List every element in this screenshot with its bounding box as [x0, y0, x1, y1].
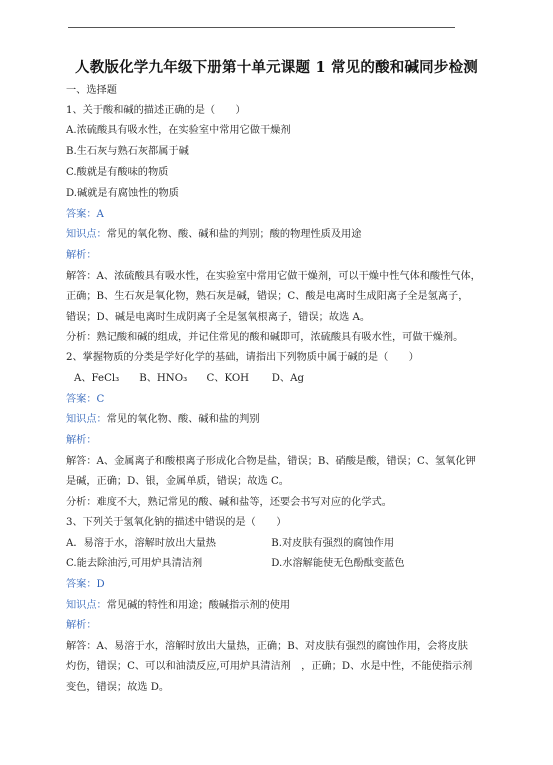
q2-option-b: B、HNO₃: [139, 373, 188, 384]
q3-option-b: B.对皮肤有强烈的腐蚀作用: [271, 538, 395, 549]
q1-solution-line-1: 解答：A、浓硫酸具有吸水性，在实验室中常用它做干燥剂，可以干燥中性气体和酸性气体，: [66, 271, 481, 282]
q3-answer: 答案：D: [66, 579, 105, 590]
q1-analysis-label: 解析：: [66, 250, 97, 261]
q1-option-a: A.浓硫酸具有吸水性，在实验室中常用它做干燥剂: [66, 125, 291, 136]
q1-stem: 1、关于酸和碱的描述正确的是（ ）: [66, 105, 246, 116]
q1-option-c: C.酸就是有酸味的物质: [66, 167, 169, 178]
q3-solution-line-3: 变色，错误；故选 D。: [66, 682, 170, 693]
header-rule: [68, 27, 455, 28]
q3-solution-line-1: 解答：A、易溶于水，溶解时放出大量热，正确；B、对皮肤有强烈的腐蚀作用，会将皮肤: [66, 641, 468, 652]
q2-analysis-label: 解析：: [66, 435, 97, 446]
q1-note: 分析：熟记酸和碱的组成，并记住常见的酸和碱即可，浓硫酸具有吸水性，可做干燥剂。: [66, 332, 464, 343]
q2-solution-line-2: 是碱，正确；D、银，金属单质，错误；故选 C。: [66, 476, 289, 487]
q1-option-d: D.碱就是有腐蚀性的物质: [66, 188, 179, 199]
q1-answer: 答案：A: [66, 209, 104, 220]
q2-stem: 2、掌握物质的分类是学好化学的基础，请指出下列物质中属于碱的是（ ）: [66, 352, 419, 363]
q2-knowledge: [66, 413, 260, 427]
q1-knowledge-text: 常见的氧化物、酸、碱和盐的判别；酸的物理性质及用途: [106, 229, 362, 240]
q2-option-c: C、KOH: [206, 373, 250, 384]
q2-knowledge-text: 常见的氧化物、酸、碱和盐的判别: [106, 414, 260, 425]
q2-option-a: A、FeCl₃: [74, 373, 120, 384]
q1-solution-line-2: 正确；B、生石灰是氧化物，熟石灰是碱，错误；C、酸是电离时生成阳离子全是氢离子，: [66, 291, 469, 302]
q2-answer: 答案：C: [66, 394, 105, 405]
q3-option-a: A．易溶于水，溶解时放出大量热: [66, 538, 216, 549]
q1-knowledge: [66, 228, 361, 242]
q1-option-b: B.生石灰与熟石灰都属于碱: [66, 146, 189, 157]
q2-knowledge-label: 知识点：: [66, 414, 107, 425]
q3-option-d: D.水溶解能使无色酚酞变蓝色: [271, 558, 405, 569]
q2-option-d: D、Ag: [271, 373, 304, 384]
q3-analysis-label: 解析：: [66, 620, 97, 631]
q3-knowledge-label: 知识点：: [66, 600, 107, 611]
section-heading: 一、选择题: [66, 85, 117, 96]
q1-knowledge-label: 知识点：: [66, 229, 107, 240]
q3-stem: 3、下列关于氢氧化钠的描述中错误的是（ ）: [66, 517, 287, 528]
q3-options-row-1: [66, 537, 394, 551]
page-title: 人教版化学九年级下册第十单元课题 1 常见的酸和碱同步检测: [75, 59, 478, 76]
q2-note: 分析：难度不大，熟记常见的酸、碱和盐等，还要会书写对应的化学式。: [66, 497, 392, 508]
q1-solution-line-3: 错误；D、碱是电离时生成阴离子全是氢氧根离子，错误；故选 A。: [66, 312, 371, 323]
q3-knowledge-text: 常见碱的特性和用途；酸碱指示剂的使用: [106, 600, 291, 611]
q3-solution-line-2: 灼伤，错误；C、可以和油渍反应,可用炉具清洁剂 ，正确；D、水是中性，不能使指示剂: [66, 661, 473, 672]
q3-options-row-2: [66, 557, 405, 571]
q3-knowledge: [66, 599, 290, 613]
q2-solution-line-1: 解答：A、金属离子和酸根离子形成化合物是盐，错误；B、硝酸是酸，错误；C、氢氧化钾: [66, 456, 476, 467]
q3-option-c: C.能去除油污,可用炉具清洁剂: [66, 558, 203, 569]
q2-options: [74, 372, 304, 386]
